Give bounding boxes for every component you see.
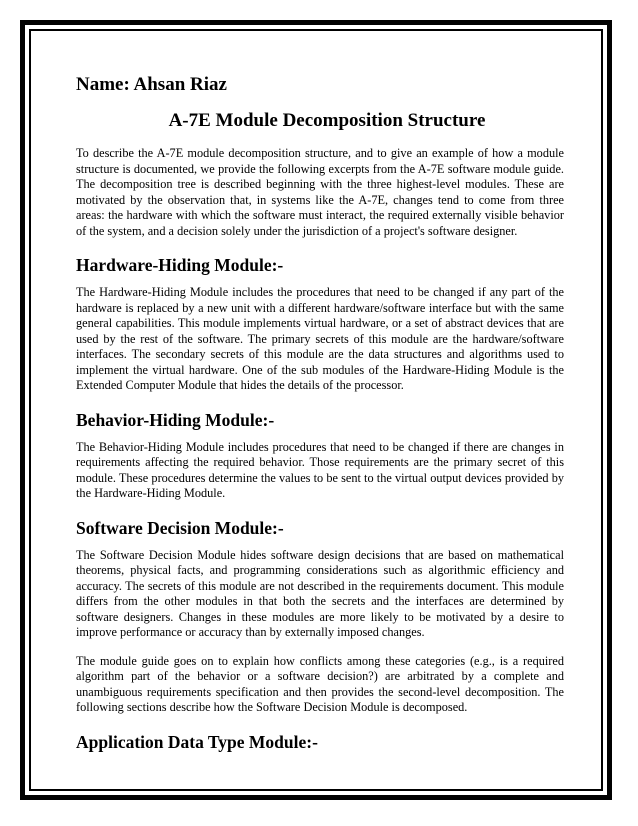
section-software-decision xyxy=(76,516,564,716)
section-heading: Software Decision Module:- xyxy=(76,517,284,538)
document-body xyxy=(76,72,564,762)
section-paragraph: The module guide goes on to explain how conflicts among these categories (e.g., is a required algorithm part of the behavior or a software decision?) are arbitrated by a complete and unambiguous requirements specification and then provides the second-level decomposition. The following sections describe how the Software Decision Module is decomposed. xyxy=(76,653,564,714)
section-heading: Hardware-Hiding Module:- xyxy=(76,255,284,275)
section-heading: Behavior-Hiding Module:- xyxy=(76,409,275,430)
document-title: A-7E Module Decomposition Structure xyxy=(168,110,486,131)
section-paragraph: The Hardware-Hiding Module includes the procedures that need to be changed if any part of the hardware is replaced by a new unit with a different hardware/software interface but with the same general capabilities. This module implements virtual hardware, or a set of abstract devices that are used by the rest of the software. The primary secrets of this module are the hardware/software interfaces. The secondary secrets of this module are the data structures and algorithms used to implement the virtual hardware. One of the sub modules of the Hardware-Hiding Module is the Extended Computer Module that hides the details of the processor. xyxy=(76,285,564,392)
author-name: Name: Ahsan Riaz xyxy=(76,74,227,95)
section-hardware-hiding xyxy=(76,253,564,394)
intro-paragraph: To describe the A-7E module decomposition structure, and to give an example of how a module structure is documented, we provide the following excerpts from the A-7E software module guide. The decomposition tree is described beginning with the three highest-level modules. These are motivated by the observation that, in systems like the A-7E, changes tend to come from three areas: the hardware with which the software must interact, the required externally visible behavior of the system, and a decision solely under the jurisdiction of a project's software designer. xyxy=(76,146,564,238)
section-behavior-hiding xyxy=(76,408,564,502)
section-paragraph: The Software Decision Module hides software design decisions that are based on mathematical theorems, physical facts, and programming considerations such as algorithmic efficiency and accuracy. The secrets of this module are not described in the requirements document. This module differs from the other modules in that both the secrets and the interfaces are determined by software designers. Changes in these modules are more likely to be motivated by a desire to improve performance or accuracy than by externally imposed changes. xyxy=(76,547,564,639)
section-paragraph: The Behavior-Hiding Module includes procedures that need to be changed if there are changes in requirements affecting the required behavior. Those requirements are the primary secret of this module. These procedures determine the values to be sent to the virtual output devices provided by the Hardware-Hiding Module. xyxy=(76,439,564,500)
section-application-data-type xyxy=(76,730,564,754)
section-heading: Application Data Type Module:- xyxy=(76,731,318,752)
